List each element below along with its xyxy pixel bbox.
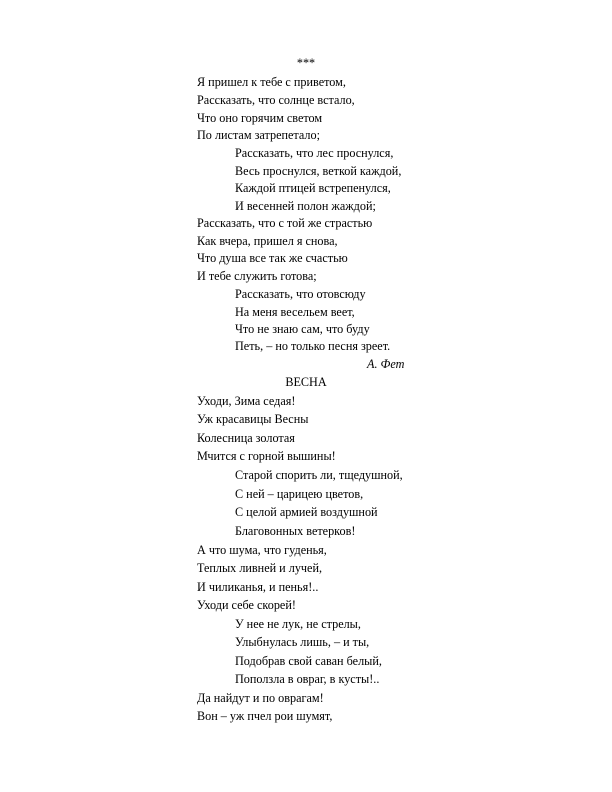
poem-line: Рассказать, что лес проснулся, (235, 146, 394, 160)
poem-line: Что душа все так же счастью (197, 251, 348, 265)
poem-line: И весенней полон жаждой; (235, 199, 376, 213)
poem-line: Подобрав свой саван белый, (235, 654, 382, 668)
poem-line: Весь проснулся, веткой каждой, (235, 164, 402, 178)
poem-line: У нее не лук, не стрелы, (235, 617, 361, 631)
poem-line: Теплых ливней и лучей, (197, 561, 323, 575)
poem-line: А что шума, что гуденья, (197, 543, 327, 557)
poem-line: Уходи, Зима седая! (197, 394, 296, 408)
poem-line: Я пришел к тебе с приветом, (197, 75, 346, 89)
poem-line: Улыбнулась лишь, – и ты, (235, 635, 370, 649)
poem-title: ВЕСНА (285, 375, 327, 389)
poem-line: Вон – уж пчел рои шумят, (197, 709, 333, 723)
poem-line: Колесница золотая (197, 431, 295, 445)
poem-line: Что оно горячим светом (197, 111, 323, 125)
poem-line: На меня весельем веет, (235, 305, 355, 319)
poem-line: Рассказать, что с той же страстью (197, 216, 373, 230)
poem-line: Мчится с горной вышины! (197, 449, 336, 463)
poem-line: Петь, – но только песня зреет. (235, 339, 391, 353)
poem-line: Поползла в овраг, в кусты!.. (235, 672, 380, 686)
poem-line: С ней – царицею цветов, (235, 487, 364, 501)
poem-line: И тебе служить готова; (197, 269, 317, 283)
poem-line: По листам затрепетало; (197, 128, 320, 142)
poem-line: Старой спорить ли, тщедушной, (235, 468, 403, 482)
poem-line: Уходи себе скорей! (197, 598, 296, 612)
poem-line: Как вчера, пришел я снова, (197, 234, 338, 248)
poem-line: Что не знаю сам, что буду (235, 322, 370, 336)
poem-ornament: *** (296, 56, 316, 70)
poem-author: А. Фет (367, 357, 405, 371)
poem-line: Рассказать, что отовсюду (235, 287, 366, 301)
poem-line: Уж красавицы Весны (197, 412, 309, 426)
poem-line: Благовонных ветерков! (235, 524, 356, 538)
poem-line: Каждой птицей встрепенулся, (235, 181, 391, 195)
poem-line: Да найдут и по оврагам! (197, 691, 324, 705)
poem-line: И чиликанья, и пенья!.. (197, 580, 319, 594)
poem-line: С целой армией воздушной (235, 505, 378, 519)
poem-line: Рассказать, что солнце встало, (197, 93, 355, 107)
